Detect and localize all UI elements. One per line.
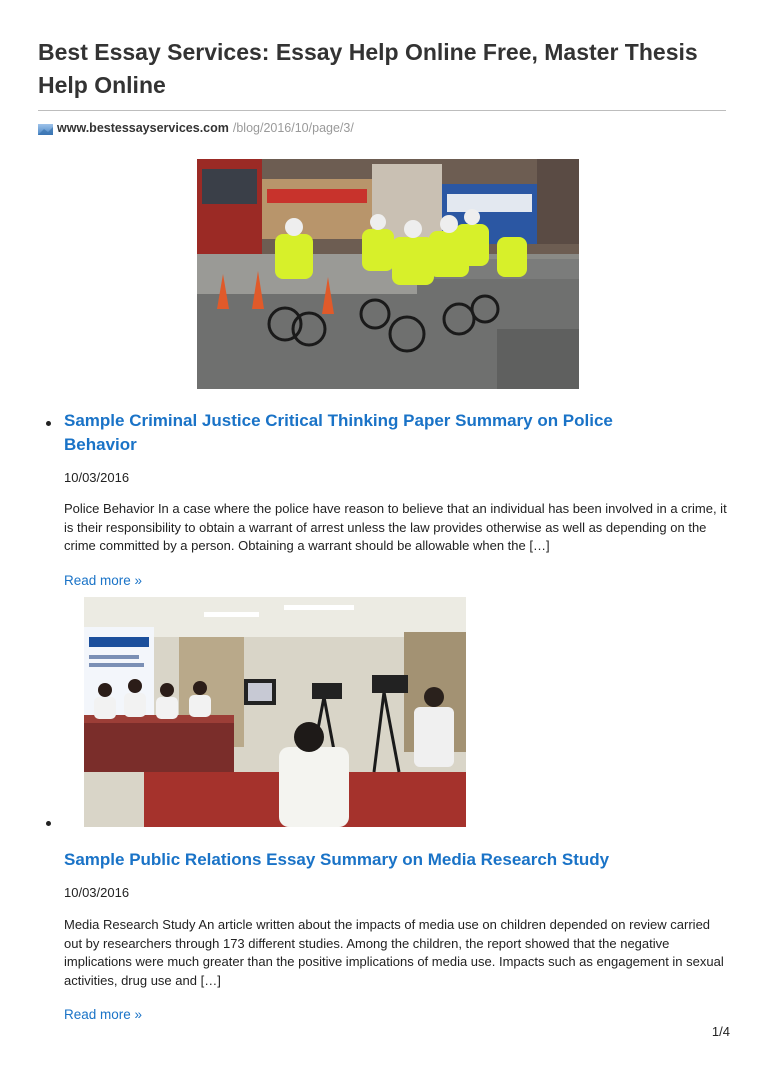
post-title-link[interactable]: Sample Criminal Justice Critical Thinking Paper Summary on Police Behavior <box>64 411 613 454</box>
post-title-link[interactable]: Sample Public Relations Essay Summary on Media Research Study <box>64 850 610 869</box>
url-path: /blog/2016/10/page/3/ <box>232 121 354 135</box>
read-more-link[interactable]: Read more » <box>64 1007 143 1022</box>
list-bullet <box>46 421 51 426</box>
source-url <box>38 120 354 136</box>
link-icon <box>38 123 53 134</box>
press-conference-photo <box>84 597 466 827</box>
page-title: Best Essay Services: Essay Help Online Free, Master Thesis Help Online <box>38 39 698 98</box>
post-date: 10/03/2016 <box>64 885 130 900</box>
url-domain[interactable]: www.bestessayservices.com <box>57 121 229 135</box>
read-more-link[interactable]: Read more » <box>64 573 143 588</box>
post-excerpt: Media Research Study An article written about the impacts of media use on children depended on review carried out by researchers through 173 different studies. Among the children, the report showed that the negative implications were much greater than the positive implications of media use. Impacts such as engagement in sexual activities, drug use and […] <box>64 917 724 988</box>
page-number: 1/4 <box>711 1024 730 1039</box>
post-excerpt: Police Behavior In a case where the police have reason to believe that an individual has been involved in a crime, it is their responsibility to obtain a warrant of arrest unless the law provides otherwise as well as depending on the crime committed by a person. Obtaining a warrant should be allowable when the […] <box>64 501 727 553</box>
list-bullet <box>46 821 51 826</box>
police-bicycle-photo <box>197 159 579 389</box>
post-date: 10/03/2016 <box>64 470 130 485</box>
title-divider <box>38 110 726 111</box>
